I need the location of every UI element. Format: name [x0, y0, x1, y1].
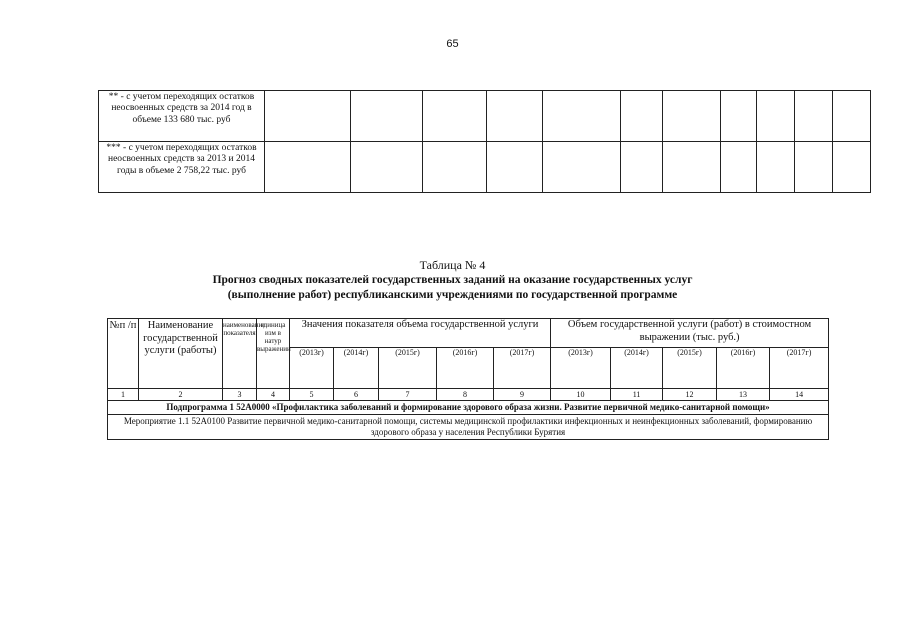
- column-number: 9: [494, 389, 551, 401]
- header-indicator: наименование показателя: [223, 319, 257, 389]
- column-numbers-row: [108, 389, 829, 401]
- header-num: №п /п: [108, 319, 139, 389]
- footnote-cell: ** - с учетом переходящих остатков неосвоенных средств за 2014 год в объеме 133 680 тыс. руб: [99, 91, 265, 142]
- header-year: (2013г): [290, 348, 334, 389]
- empty-cell: [265, 91, 351, 142]
- empty-cell: [721, 91, 757, 142]
- column-number: 12: [663, 389, 717, 401]
- table-heading-line: (выполнение работ) республиканскими учреждениями по государственной программе: [227, 289, 678, 301]
- header-cost-group: Объем государственной услуги (работ) в стоимостном выражении (тыс. руб.): [551, 319, 829, 348]
- header-year: (2016г): [437, 348, 494, 389]
- header-year: (2014г): [334, 348, 379, 389]
- table-row: [99, 91, 871, 142]
- empty-cell: [757, 91, 795, 142]
- header-unit: единица изм в натур выражении: [257, 319, 290, 389]
- column-number: 11: [611, 389, 663, 401]
- header-year: (2015г): [663, 348, 717, 389]
- empty-cell: [621, 91, 663, 142]
- measure-cell: Мероприятие 1.1 52А0100 Развитие первичной медико-санитарной помощи, системы медицинской профилактики инфекционных и неинфекционных заболеваний, формированию здорового образа у населения Республики Бурятия: [108, 415, 829, 440]
- empty-cell: [351, 91, 423, 142]
- header-year: (2015г): [379, 348, 437, 389]
- column-number: 8: [437, 389, 494, 401]
- header-year: (2013г): [551, 348, 611, 389]
- empty-cell: [351, 142, 423, 193]
- column-number: 13: [717, 389, 770, 401]
- header-year: (2017г): [494, 348, 551, 389]
- empty-cell: [721, 142, 757, 193]
- header-year: (2016г): [717, 348, 770, 389]
- column-number: 6: [334, 389, 379, 401]
- continuation-table: [98, 90, 871, 193]
- column-number: 1: [108, 389, 139, 401]
- empty-cell: [423, 91, 487, 142]
- measure-row: [108, 415, 829, 440]
- subprogram-cell: Подпрограмма 1 52А0000 «Профилактика заболеваний и формирование здорового образа жизни. Развитие первичной медико-санитарной помощи»: [108, 401, 829, 415]
- column-number: 10: [551, 389, 611, 401]
- table-heading: [0, 273, 905, 303]
- column-number: 3: [223, 389, 257, 401]
- header-service-name: Наименование государственной услуги (работы): [139, 319, 223, 389]
- empty-cell: [795, 91, 833, 142]
- column-number: 2: [139, 389, 223, 401]
- subprogram-row: [108, 401, 829, 415]
- column-number: 7: [379, 389, 437, 401]
- table-row: [99, 142, 871, 193]
- empty-cell: [543, 91, 621, 142]
- page-number: 65: [446, 38, 459, 50]
- empty-cell: [757, 142, 795, 193]
- empty-cell: [795, 142, 833, 193]
- empty-cell: [265, 142, 351, 193]
- table-heading-line: Прогноз сводных показателей государственных заданий на оказание государственных услуг: [212, 274, 693, 286]
- footnote-cell: *** - с учетом переходящих остатков неосвоенных средств за 2013 и 2014 годы в объеме 2 758,22 тыс. руб: [99, 142, 265, 193]
- header-row: [108, 319, 829, 348]
- empty-cell: [487, 142, 543, 193]
- table-title: Таблица № 4: [419, 258, 486, 272]
- forecast-table: [107, 318, 829, 440]
- column-number: 5: [290, 389, 334, 401]
- empty-cell: [621, 142, 663, 193]
- header-year: (2017г): [770, 348, 829, 389]
- empty-cell: [487, 91, 543, 142]
- empty-cell: [663, 142, 721, 193]
- empty-cell: [663, 91, 721, 142]
- column-number: 4: [257, 389, 290, 401]
- header-year: (2014г): [611, 348, 663, 389]
- empty-cell: [833, 142, 871, 193]
- header-volume-group: Значения показателя объема государственной услуги: [290, 319, 551, 348]
- column-number: 14: [770, 389, 829, 401]
- empty-cell: [543, 142, 621, 193]
- empty-cell: [423, 142, 487, 193]
- empty-cell: [833, 91, 871, 142]
